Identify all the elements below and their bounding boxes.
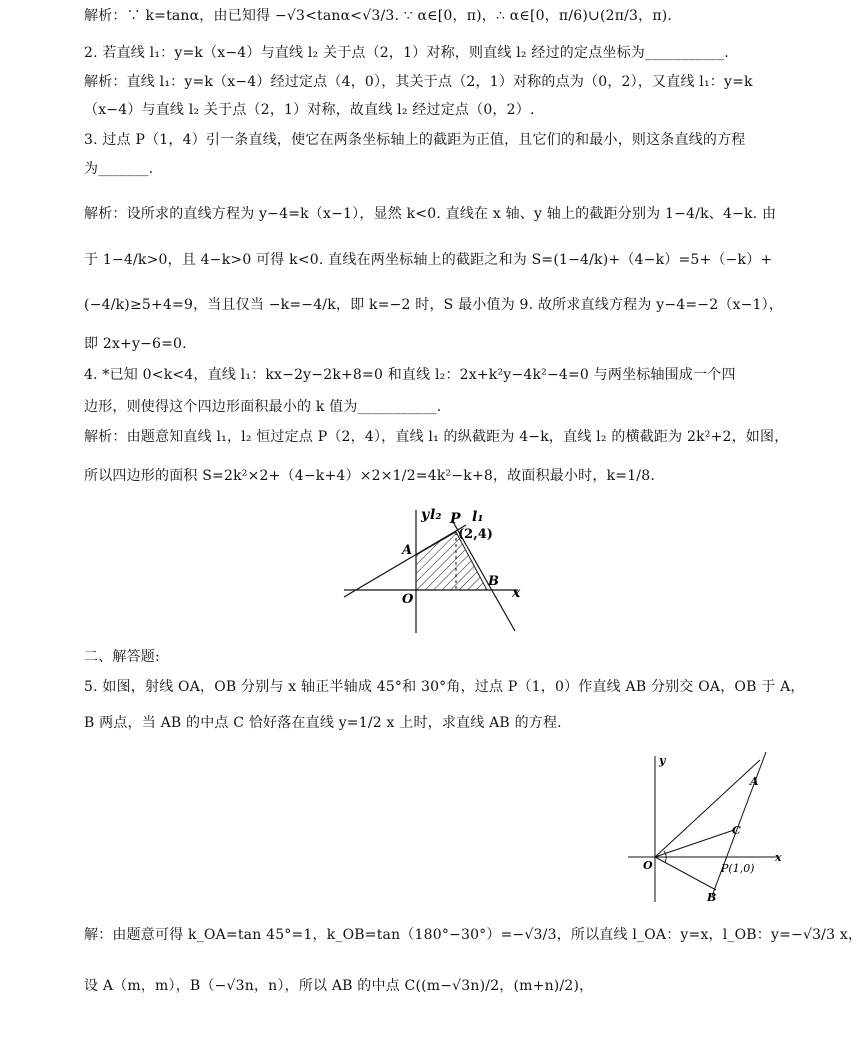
label-O: O — [402, 592, 414, 607]
label-A: A — [402, 543, 413, 558]
question-5: 5. 如图，射线 OA，OB 分别与 x 轴正半轴成 45°和 30°角，过点 P（1，0）作直线 AB 分别交 OA，OB 于 A， — [84, 679, 805, 695]
text-line: 解析：直线 l₁：y=k（x−4）经过定点（4，0），其关于点（2，1）对称的点为（0，2），又直线 l₁：y=k — [84, 74, 753, 90]
label-A: A — [750, 775, 759, 788]
text-line: 边形，则使得这个四边形面积最小的 k 值为___________. — [84, 399, 442, 415]
question-3: 3. 过点 P（1，4）引一条直线，使它在两条坐标轴上的截距为正值，且它们的和最小，则这条直线的方程 — [84, 132, 746, 148]
label-x: x — [775, 851, 782, 864]
text-line: （x−4）与直线 l₂ 关于点（2，1）对称，故直线 l₂ 经过定点（0，2）. — [84, 102, 535, 118]
label-P: P(1,0) — [721, 862, 755, 875]
label-O: O — [643, 859, 653, 872]
text-line: 解：由题意可得 k_OA=tan 45°=1，k_OB=tan（180°−30°）=−√3/3，所以直线 l_OA：y=x，l_OB：y=−√3/3 x， — [84, 927, 863, 943]
ray-OA — [655, 760, 760, 857]
text-line: (−4/k)≥5+4=9，当且仅当 −k=−4/k，即 k=−2 时，S 最小值为 9. 故所求直线方程为 y−4=−2（x−1）， — [84, 297, 784, 313]
text-line: 即 2x+y−6=0. — [84, 336, 187, 352]
label-C: C — [732, 824, 741, 837]
label-P: P — [450, 511, 461, 527]
label-y: y — [659, 754, 666, 767]
figure-quadrilateral — [340, 505, 530, 635]
label-y: y — [421, 507, 430, 523]
text-line: 于 1−4/k>0，且 4−k>0 可得 k<0. 直线在两坐标轴上的截距之和为 S=(1−4/k)+（4−k）=5+（−k）+ — [84, 252, 773, 268]
section-title: 二、解答题: — [84, 649, 160, 665]
question-4: 4. *已知 0<k<4，直线 l₁：kx−2y−2k+8=0 和直线 l₂：2x+k²y−4k²−4=0 与两坐标轴围成一个四 — [84, 367, 736, 383]
figure-rays — [628, 750, 788, 910]
label-x: x — [512, 585, 521, 601]
label-l1: l₁ — [472, 509, 484, 525]
label-B: B — [707, 891, 717, 904]
text-line: 所以四边形的面积 S=2k²×2+（4−k+4）×2×1/2=4k²−k+8，故面积最小时，k=1/8. — [84, 468, 655, 484]
text-line: 设 A（m，m），B（−√3n，n），所以 AB 的中点 C((m−√3n)/2，(m+n)/2)， — [84, 978, 594, 994]
text-line: 解析：设所求的直线方程为 y−4=k（x−1），显然 k<0. 直线在 x 轴、y 轴上的截距分别为 1−4/k、4−k. 由 — [84, 206, 777, 222]
text-line: 为_______. — [84, 161, 154, 177]
segment-OC — [655, 830, 734, 857]
text-line: 解析：∵ k=tanα，由已知得 −√3<tanα<√3/3. ∵ α∈[0，π)，∴ α∈[0，π/6)∪(2π/3，π). — [84, 8, 673, 24]
label-point: (2,4) — [458, 527, 493, 542]
ray-OB — [655, 857, 716, 890]
text-line: 解析：由题意知直线 l₁，l₂ 恒过定点 P（2，4），直线 l₁ 的纵截距为 4−k，直线 l₂ 的横截距为 2k²+2，如图， — [84, 429, 789, 445]
label-l2: l₂ — [430, 507, 442, 523]
text-line: B 两点，当 AB 的中点 C 恰好落在直线 y=1/2 x 上时，求直线 AB 的方程. — [84, 715, 562, 731]
question-2: 2. 若直线 l₁：y=k（x−4）与直线 l₂ 关于点（2，1）对称，则直线 l₂ 经过的定点坐标为___________. — [84, 45, 729, 61]
label-B: B — [488, 574, 499, 589]
